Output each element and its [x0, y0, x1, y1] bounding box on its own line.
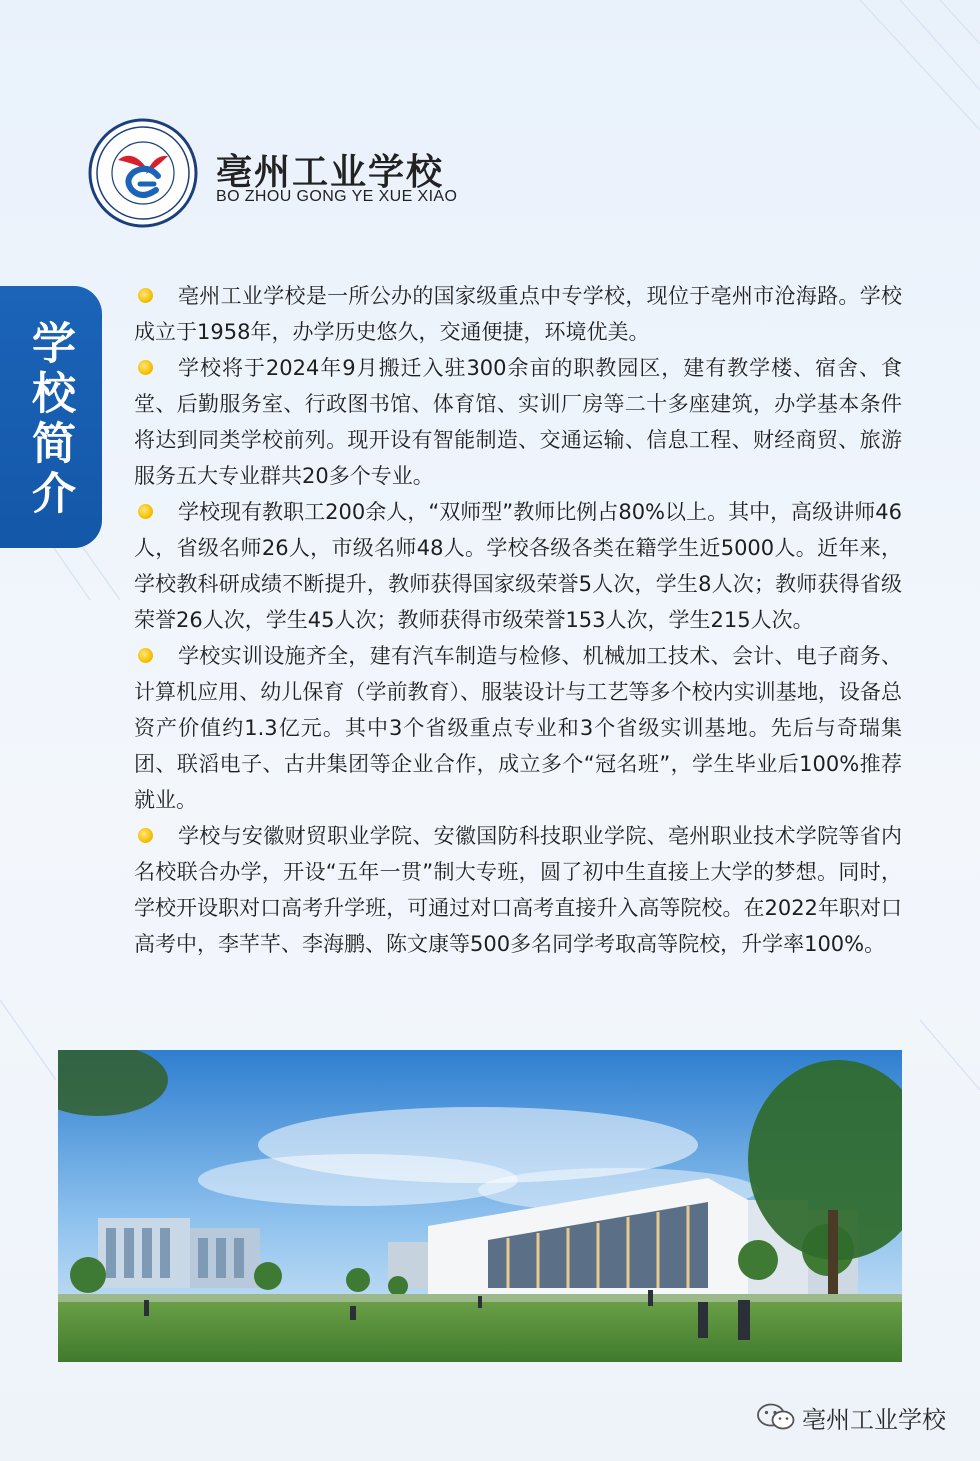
bullet-icon	[138, 828, 153, 843]
wechat-watermark	[756, 1400, 946, 1434]
school-logo	[88, 118, 198, 228]
campus-illustration	[58, 1050, 902, 1362]
bullet-icon	[138, 648, 153, 663]
intro-paragraph	[134, 278, 902, 350]
school-header	[88, 118, 508, 228]
section-title: 学校简介	[24, 320, 75, 520]
intro-paragraph	[134, 818, 902, 962]
paragraph-text: 学校现有教职工200余人，“双师型”教师比例占80%以上。其中，高级讲师46人，省级名师26人，市级名师48人。学校各级各类在籍学生近5000人。近年来，学校教科研成绩不断提升，教师获得国家级荣誉5人次，学生8人次；教师获得省级荣誉26人次，学生45人次；教师获得市级荣誉153人次，学生215人次。	[134, 500, 902, 632]
bullet-icon	[138, 288, 153, 303]
paragraph-text: 亳州工业学校是一所公办的国家级重点中专学校，现位于亳州市沧海路。学校成立于1958年，办学历史悠久，交通便捷，环境优美。	[134, 284, 902, 344]
paragraph-text: 学校与安徽财贸职业学院、安徽国防科技职业学院、亳州职业技术学院等省内名校联合办学，开设“五年一贯”制大专班，圆了初中生直接上大学的梦想。同时，学校开设职对口高考升学班，可通过对口高考直接升入高等院校。在2022年职对口高考中，李芊芊、李海鹏、陈文康等500多名同学考取高等院校，升学率100%。	[134, 824, 902, 956]
intro-paragraph	[134, 494, 902, 638]
paragraph-text: 学校将于2024年9月搬迁入驻300余亩的职教园区，建有教学楼、宿舍、食堂、后勤服务室、行政图书馆、体育馆、实训厂房等二十多座建筑，办学基本条件将达到同类学校前列。现开设有智能制造、交通运输、信息工程、财经商贸、旅游服务五大专业群共20多个专业。	[134, 356, 902, 488]
section-tab	[0, 286, 102, 548]
intro-paragraph	[134, 638, 902, 818]
campus-rendering-image	[58, 1050, 902, 1362]
intro-paragraph	[134, 350, 902, 494]
school-pinyin: BO ZHOU GONG YE XUE XIAO	[216, 188, 458, 205]
bullet-icon	[138, 360, 153, 375]
wechat-icon	[756, 1402, 796, 1432]
paragraph-text: 学校实训设施齐全，建有汽车制造与检修、机械加工技术、会计、电子商务、计算机应用、幼儿保育（学前教育）、服装设计与工艺等多个校内实训基地，设备总资产价值约1.3亿元。其中3个省级重点专业和3个省级实训基地。先后与奇瑞集团、联滔电子、古井集团等企业合作，成立多个“冠名班”，学生毕业后100%推荐就业。	[134, 644, 902, 812]
watermark-text: 亳州工业学校	[802, 1405, 946, 1434]
intro-content	[134, 278, 902, 962]
school-name: 亳州工业学校	[216, 152, 445, 193]
bullet-icon	[138, 504, 153, 519]
